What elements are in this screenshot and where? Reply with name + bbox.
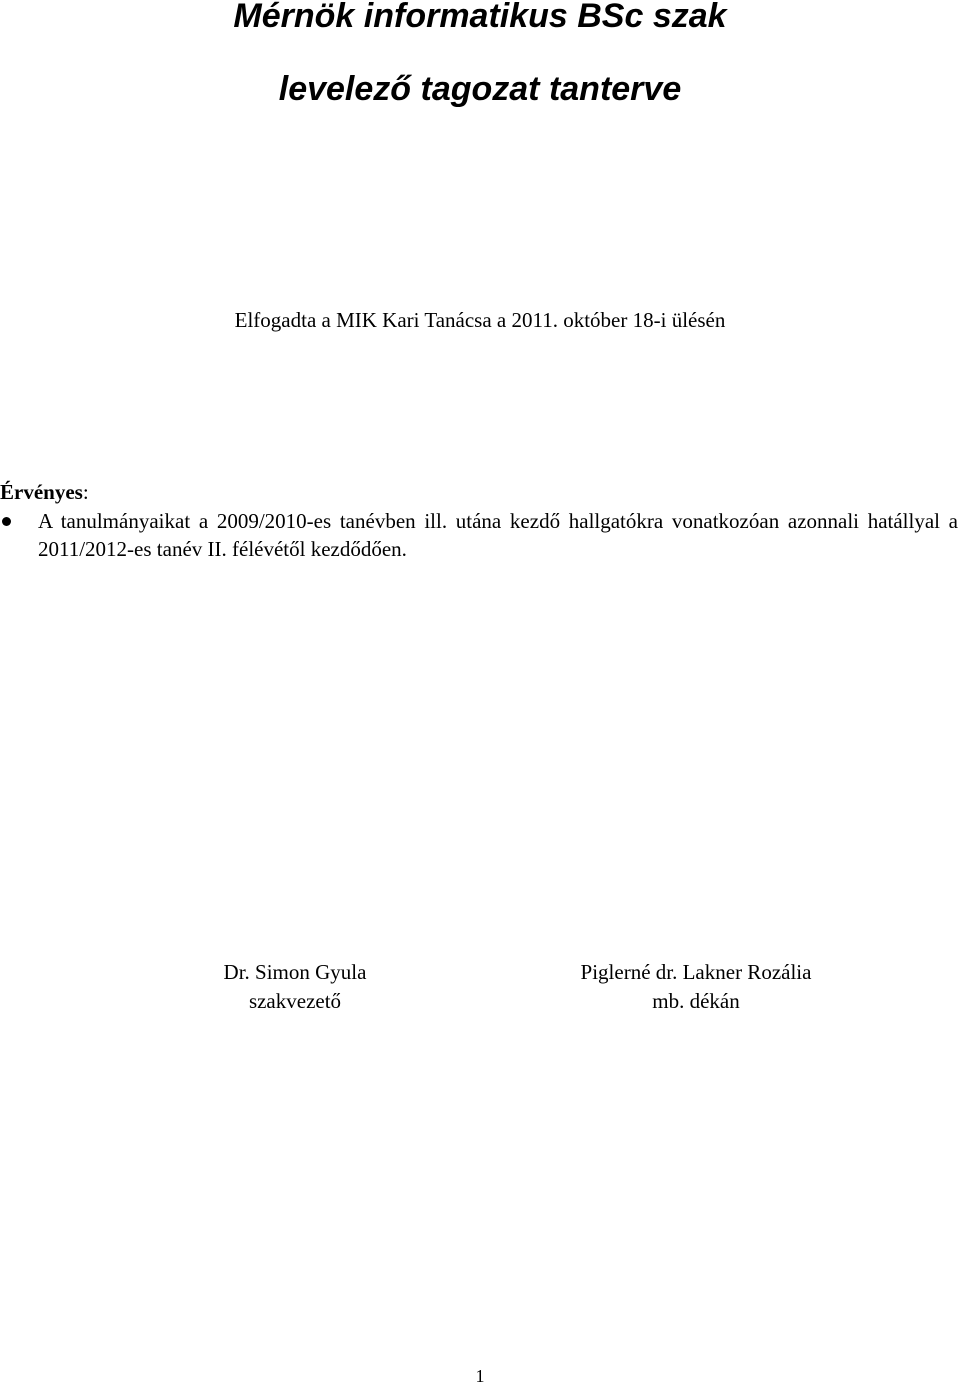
document-title-line-2: levelező tagozat tanterve: [278, 70, 682, 108]
page-number: 1: [475, 1366, 485, 1386]
validity-label-colon: :: [82, 480, 89, 504]
approval-statement: Elfogadta a MIK Kari Tanácsa a 2011. október 18-i ülésén: [234, 308, 726, 332]
document-title-line-1: Mérnök informatikus BSc szak: [233, 0, 727, 35]
validity-item-text: A tanulmányaikat a 2009/2010-es tanévben ill. utána kezdő hallgatókra vonatkozóan azonnali hatállyal a 2011/2012-es tanév II. félévétől kezdődően.: [38, 509, 958, 561]
validity-list: [0, 507, 958, 563]
signature-block-dean: [536, 958, 856, 1016]
signatory-role: szakvezető: [248, 989, 342, 1013]
signatory-name: Dr. Simon Gyula: [223, 960, 367, 984]
validity-label: Érvényes: [0, 480, 83, 504]
signature-block-program-leader: [160, 958, 430, 1016]
validity-list-item: [0, 507, 958, 563]
validity-heading: [0, 478, 89, 506]
signatory-name: Piglerné dr. Lakner Rozália: [580, 960, 812, 984]
signatory-role: mb. dékán: [652, 989, 740, 1013]
bullet-icon: [2, 517, 11, 526]
